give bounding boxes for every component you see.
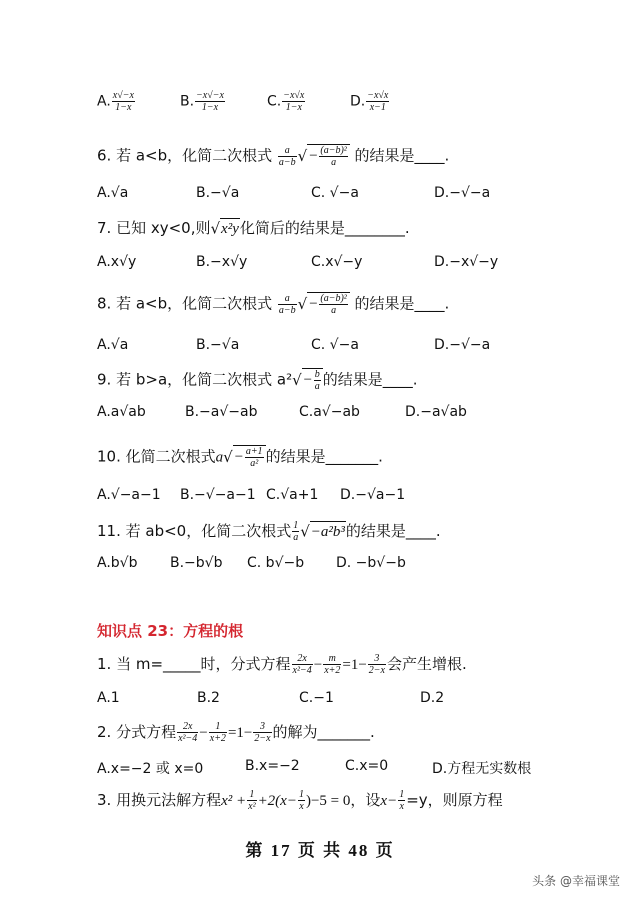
q7-option-c: C.x√−y bbox=[311, 254, 363, 270]
problem-1: 1. 当 m=_____时，分式方程 $\frac{2x}{\text{x²−4}}$ − $\frac{m}{x+2}$ =1− $\frac{3}{2-x}$ 会产生增根. bbox=[97, 653, 467, 676]
question-9: 9. 若 b>a，化简二次根式 a²√− $\frac{b}{a}$ 的结果是____. bbox=[97, 369, 418, 392]
section-heading: 知识点 23：方程的根 bbox=[97, 622, 244, 640]
question-10: 10. 化简二次根式a√− $\frac{a+1}{\text{a²}}$ 的结果是_______. bbox=[97, 446, 383, 469]
q8-option-a: A.√a bbox=[97, 337, 129, 353]
q10-option-c: C.√a+1 bbox=[266, 487, 319, 503]
page-footer: 第 17 页 共 48 页 bbox=[245, 841, 395, 860]
q9-option-b: B.−a√−ab bbox=[185, 404, 258, 420]
p2-option-a: A.x=−2 或 x=0 bbox=[97, 761, 204, 777]
q5-option-d: D. $\frac{-x√x}{x-1}$ bbox=[350, 90, 389, 113]
question-6: 6. 若 a<b，化简二次根式 $\frac{a}{a-b}$ √− $\frac{\text{(a−b)²}}{a}$ 的结果是____. bbox=[97, 144, 450, 168]
p2-option-b: B.x=−2 bbox=[245, 758, 300, 774]
question-7: 7. 已知 xy<0,则√x²y化简后的结果是________. bbox=[97, 219, 410, 238]
p1-option-d: D.2 bbox=[420, 690, 445, 706]
q5-option-b: B. $\frac{-x√-x}{1-x}$ bbox=[180, 90, 224, 113]
q7-option-d: D.−x√−y bbox=[434, 254, 499, 270]
question-8: 8. 若 a<b，化简二次根式 $\frac{a}{a-b}$ √− $\frac{\text{(a−b)²}}{a}$ 的结果是____. bbox=[97, 292, 450, 316]
q11-option-d: D. −b√−b bbox=[336, 555, 406, 571]
q10-option-d: D.−√a−1 bbox=[340, 487, 406, 503]
q7-option-b: B.−x√y bbox=[196, 254, 248, 270]
q9-option-c: C.a√−ab bbox=[299, 404, 360, 420]
q6-option-b: B.−√a bbox=[196, 185, 240, 201]
p1-option-c: C.−1 bbox=[299, 690, 334, 706]
q11-option-a: A.b√b bbox=[97, 555, 138, 571]
question-11: 11. 若 ab<0，化简二次根式 $\frac{1}{a}$ √−a²b³的结果是____. bbox=[97, 520, 441, 543]
q6-option-c: C. √−a bbox=[311, 185, 359, 201]
q8-option-d: D.−√−a bbox=[434, 337, 491, 353]
watermark: 头条 @幸福课堂 bbox=[532, 874, 620, 888]
problem-2: 2. 分式方程 $\frac{2x}{\text{x²−4}}$ − $\frac{1}{x+2}$ =1− $\frac{3}{2-x}$ 的解为_______. bbox=[97, 721, 375, 744]
p2-option-c: C.x=0 bbox=[345, 758, 389, 774]
q11-option-c: C. b√−b bbox=[247, 555, 305, 571]
q11-option-b: B.−b√b bbox=[170, 555, 223, 571]
q8-option-b: B.−√a bbox=[196, 337, 240, 353]
problem-3: 3. 用换元法解方程x² + $\frac{1}{\text{x²}}$ +2(x− $\frac{1}{x}$ )−5 = 0，设x− $\frac{1}{x}$ =y，则原方程 bbox=[97, 789, 503, 812]
p1-option-b: B.2 bbox=[197, 690, 220, 706]
q10-option-a: A.√−a−1 bbox=[97, 487, 161, 503]
p2-option-d: D.方程无实数根 bbox=[432, 761, 532, 777]
q6-option-a: A.√a bbox=[97, 185, 129, 201]
q10-option-b: B.−√−a−1 bbox=[180, 487, 256, 503]
q6-option-d: D.−√−a bbox=[434, 185, 491, 201]
q7-option-a: A.x√y bbox=[97, 254, 137, 270]
p1-option-a: A.1 bbox=[97, 690, 120, 706]
q8-option-c: C. √−a bbox=[311, 337, 359, 353]
q5-option-a: A. $\frac{x√-x}{1-x}$ bbox=[97, 90, 134, 113]
q9-option-d: D.−a√ab bbox=[405, 404, 467, 420]
q9-option-a: A.a√ab bbox=[97, 404, 146, 420]
q5-option-c: C. $\frac{-x√x}{1-x}$ bbox=[267, 90, 305, 113]
